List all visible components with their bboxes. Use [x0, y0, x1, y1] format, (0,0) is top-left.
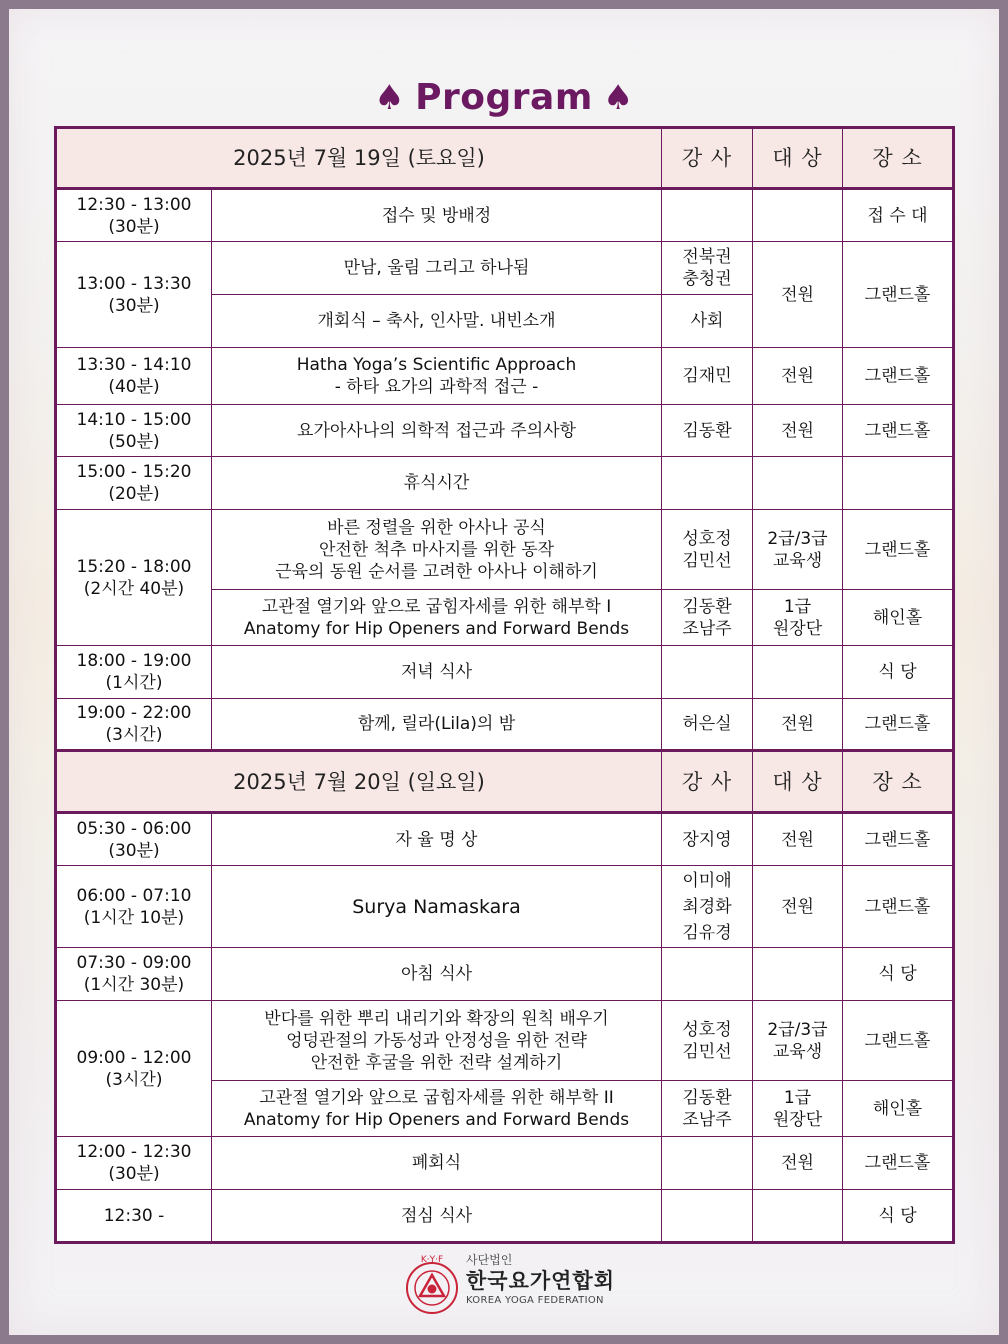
program-cell: 고관절 열기와 앞으로 굽힘자세를 위한 해부학 I Anatomy for Hip Openers and Forward Bends: [212, 590, 662, 646]
title-text: Program: [415, 77, 593, 118]
target-cell: 전원: [753, 813, 843, 866]
instructor-cell: 성호정 김민선: [662, 510, 753, 590]
target-cell: 전원: [753, 699, 843, 751]
venue-cell: 그랜드홀: [843, 1001, 954, 1081]
target-cell: 2급/3급 교육생: [753, 1001, 843, 1081]
program-cell: 개회식 – 축사, 인사말. 내빈소개: [212, 295, 662, 348]
time-cell: 15:20 - 18:00 (2시간 40분): [56, 510, 212, 646]
header-instructor: 강 사: [662, 751, 753, 813]
day1-date: 2025년 7월 19일 (토요일): [56, 128, 662, 189]
venue-cell: 그랜드홀: [843, 1137, 954, 1190]
target-cell: [753, 948, 843, 1001]
table-row: [56, 242, 954, 295]
spade-icon: ♠: [602, 78, 634, 118]
header-venue: 장 소: [843, 751, 954, 813]
instructor-cell: [662, 1137, 753, 1190]
program-cell: 고관절 열기와 앞으로 굽힘자세를 위한 해부학 II Anatomy for Hip Openers and Forward Bends: [212, 1081, 662, 1137]
venue-cell: 해인홀: [843, 1081, 954, 1137]
table-row: [56, 405, 954, 457]
venue-cell: 식 당: [843, 1190, 954, 1243]
program-cell: 바른 정렬을 위한 아사나 공식 안전한 척추 마사지를 위한 동작 근육의 동원 순서를 고려한 아사나 이해하기: [212, 510, 662, 590]
header-instructor: 강 사: [662, 128, 753, 189]
target-cell: 전원: [753, 405, 843, 457]
venue-cell: 그랜드홀: [843, 866, 954, 948]
table-row: [56, 189, 954, 242]
program-cell: Hatha Yoga’s Scientific Approach - 하타 요가의 과학적 접근 -: [212, 348, 662, 405]
instructor-cell: [662, 457, 753, 510]
instructor-cell: 장지영: [662, 813, 753, 866]
time-cell: 09:00 - 12:00 (3시간): [56, 1001, 212, 1137]
program-cell: 폐회식: [212, 1137, 662, 1190]
target-cell: 1급 원장단: [753, 590, 843, 646]
federation-emblem-icon: [402, 1252, 462, 1316]
program-table: [54, 126, 955, 1244]
target-cell: 전원: [753, 866, 843, 948]
time-cell: 13:30 - 14:10 (40분): [56, 348, 212, 405]
venue-cell: 그랜드홀: [843, 405, 954, 457]
header-venue: 장 소: [843, 128, 954, 189]
instructor-cell: 허은실: [662, 699, 753, 751]
time-cell: 13:00 - 13:30 (30분): [56, 242, 212, 348]
program-cell: 점심 식사: [212, 1190, 662, 1243]
time-cell: 14:10 - 15:00 (50분): [56, 405, 212, 457]
target-cell: [753, 189, 843, 242]
target-cell: 전원: [753, 242, 843, 348]
target-cell: 전원: [753, 348, 843, 405]
venue-cell: 식 당: [843, 948, 954, 1001]
table-row: [56, 948, 954, 1001]
table-row: [56, 699, 954, 751]
venue-cell: 접 수 대: [843, 189, 954, 242]
venue-cell: 식 당: [843, 646, 954, 699]
table-row: [56, 348, 954, 405]
program-cell: 접수 및 방배정: [212, 189, 662, 242]
table-row: [56, 866, 954, 948]
venue-cell: [843, 457, 954, 510]
time-cell: 19:00 - 22:00 (3시간): [56, 699, 212, 751]
instructor-cell: [662, 189, 753, 242]
venue-cell: 해인홀: [843, 590, 954, 646]
logo-english: KOREA YOGA FEDERATION: [466, 1295, 604, 1306]
federation-logo: [402, 1252, 622, 1318]
instructor-cell: 김동환 조남주: [662, 590, 753, 646]
emblem-top-text: K·Y·F: [420, 1255, 444, 1265]
venue-cell: 그랜드홀: [843, 510, 954, 590]
program-cell: 저녁 식사: [212, 646, 662, 699]
table-row: [56, 1001, 954, 1081]
table-row: [56, 646, 954, 699]
logo-small-text: 사단법인: [466, 1253, 513, 1267]
program-cell: 아침 식사: [212, 948, 662, 1001]
instructor-cell: 김동환 조남주: [662, 1081, 753, 1137]
page-title: [9, 77, 999, 118]
venue-cell: 그랜드홀: [843, 699, 954, 751]
header-target: 대 상: [753, 128, 843, 189]
table-row: [56, 1137, 954, 1190]
instructor-cell: 사회: [662, 295, 753, 348]
program-cell: 자 율 명 상: [212, 813, 662, 866]
time-cell: 15:00 - 15:20 (20분): [56, 457, 212, 510]
instructor-cell: 성호정 김민선: [662, 1001, 753, 1081]
time-cell: 07:30 - 09:00 (1시간 30분): [56, 948, 212, 1001]
table-row: [56, 510, 954, 590]
program-cell: 함께, 릴라(Lila)의 밤: [212, 699, 662, 751]
venue-cell: 그랜드홀: [843, 348, 954, 405]
time-cell: 05:30 - 06:00 (30분): [56, 813, 212, 866]
instructor-cell: 이미애 최경화 김유경: [662, 866, 753, 948]
program-cell: 요가아사나의 의학적 접근과 주의사항: [212, 405, 662, 457]
day2-date: 2025년 7월 20일 (일요일): [56, 751, 662, 813]
instructor-cell: [662, 1190, 753, 1243]
day2-header: [56, 751, 954, 813]
header-target: 대 상: [753, 751, 843, 813]
program-cell: 반다를 위한 뿌리 내리기와 확장의 원칙 배우기 엉덩관절의 가동성과 안정성을 위한 전략 안전한 후굴을 위한 전략 설계하기: [212, 1001, 662, 1081]
time-cell: 06:00 - 07:10 (1시간 10분): [56, 866, 212, 948]
program-cell: 만남, 울림 그리고 하나됨: [212, 242, 662, 295]
day1-header: [56, 128, 954, 189]
instructor-cell: 김동환: [662, 405, 753, 457]
time-cell: 12:30 -: [56, 1190, 212, 1243]
target-cell: 전원: [753, 1137, 843, 1190]
target-cell: [753, 1190, 843, 1243]
logo-text: [466, 1252, 615, 1308]
table-row: [56, 813, 954, 866]
instructor-cell: 김재민: [662, 348, 753, 405]
instructor-cell: [662, 646, 753, 699]
table-row: [56, 457, 954, 510]
program-cell: Surya Namaskara: [212, 866, 662, 948]
time-cell: 12:30 - 13:00 (30분): [56, 189, 212, 242]
time-cell: 12:00 - 12:30 (30분): [56, 1137, 212, 1190]
target-cell: 1급 원장단: [753, 1081, 843, 1137]
program-cell: 휴식시간: [212, 457, 662, 510]
venue-cell: 그랜드홀: [843, 813, 954, 866]
target-cell: [753, 457, 843, 510]
spade-icon: ♠: [374, 78, 406, 118]
target-cell: 2급/3급 교육생: [753, 510, 843, 590]
logo-name: 한국요가연합회: [466, 1269, 616, 1293]
venue-cell: 그랜드홀: [843, 242, 954, 348]
table-row: [56, 1190, 954, 1243]
target-cell: [753, 646, 843, 699]
instructor-cell: [662, 948, 753, 1001]
time-cell: 18:00 - 19:00 (1시간): [56, 646, 212, 699]
instructor-cell: 전북권 충청권: [662, 242, 753, 295]
